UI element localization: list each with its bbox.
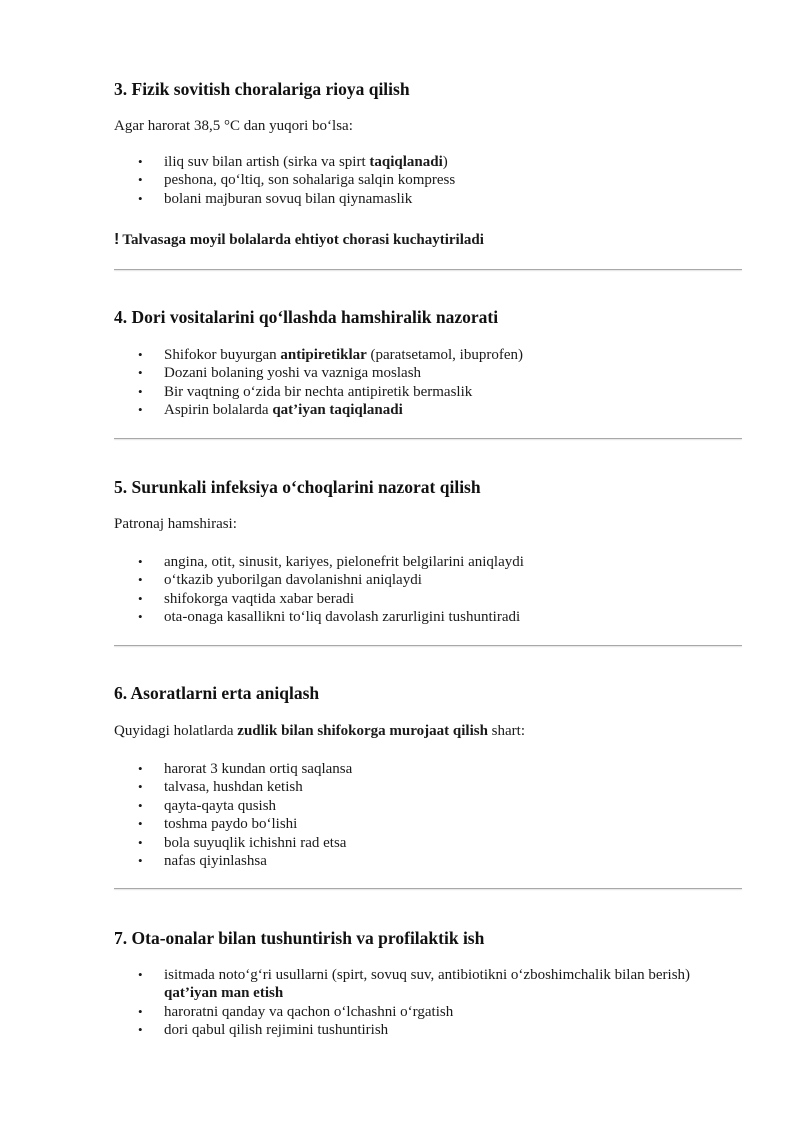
section-3-list xyxy=(114,153,742,208)
list-item xyxy=(114,153,742,171)
bullet-icon: • xyxy=(138,572,143,588)
list-item-text: talvasa, hushdan ketish xyxy=(164,779,303,796)
bullet-icon: • xyxy=(138,190,143,206)
section-divider xyxy=(114,645,742,646)
list-item-text: iliq suv bilan artish (sirka va spirt xyxy=(164,154,370,170)
section-6-intro-text: Quyidagi holatlarda xyxy=(114,723,238,739)
list-item xyxy=(114,1003,742,1021)
section-3-warning-block xyxy=(114,230,742,250)
list-item-text: (paratsetamol, ibuprofen) xyxy=(366,347,523,363)
list-item-text: Aspirin bolalarda xyxy=(164,402,273,419)
bullet-icon: • xyxy=(138,797,143,813)
list-item-emphasis: taqiqlanadi xyxy=(369,154,443,170)
section-3-intro: Agar harorat 38,5 °C dan yuqori bo‘lsa: xyxy=(114,118,353,134)
section-5-intro-block xyxy=(114,515,742,534)
bullet-icon: • xyxy=(138,967,143,982)
bullet-icon: • xyxy=(138,383,143,399)
list-item-text: harorat 3 kundan ortiq saqlansa xyxy=(164,761,353,777)
section-4-heading: 4. Dori vositalarini qo‘llashda hamshiralik nazorati xyxy=(114,307,499,327)
list-item xyxy=(114,171,742,189)
section-7-list xyxy=(114,966,742,1040)
bullet-icon: • xyxy=(138,609,143,625)
section-7-heading: 7. Ota-onalar bilan tushuntirish va profilaktik ish xyxy=(114,928,485,948)
list-item-text: nafas qiyinlashsa xyxy=(164,853,267,870)
section-7 xyxy=(114,927,742,949)
section-4-list-block xyxy=(114,346,742,420)
section-7-list-block xyxy=(114,966,742,1040)
list-item-emphasis: qat’iyan man etish xyxy=(164,985,284,1002)
section-6-intro-block xyxy=(114,722,742,741)
list-item xyxy=(114,553,742,571)
section-4-list xyxy=(114,346,742,420)
list-item-text: bolani majburan sovuq bilan qiynamaslik xyxy=(164,190,413,207)
section-3-heading: 3. Fizik sovitish choralariga rioya qilish xyxy=(114,79,410,99)
section-5 xyxy=(114,476,742,498)
list-item-text: ota-onaga kasallikni to‘liq davolash zarurligini tushuntiradi xyxy=(164,609,521,626)
list-item-text: Bir vaqtning o‘zida bir nechta antipiretik bermaslik xyxy=(164,383,473,400)
list-item-text: peshona, qo‘ltiq, son sohalariga salqin kompress xyxy=(164,172,456,189)
list-item-text: bola suyuqlik ichishni rad etsa xyxy=(164,834,347,851)
section-3-warning-text: Talvasaga moyil bolalarda ehtiyot chorasi kuchaytiriladi xyxy=(122,232,484,248)
list-item-text: o‘tkazib yuborilgan davolanishni aniqlaydi xyxy=(164,572,422,589)
bullet-icon: • xyxy=(138,347,143,362)
list-item-text: toshma paydo bo‘lishi xyxy=(164,816,298,833)
list-item xyxy=(114,346,742,364)
section-6-intro-emphasis: zudlik bilan shifokorga murojaat qilish xyxy=(237,723,488,739)
list-item xyxy=(114,834,742,852)
list-item xyxy=(114,364,742,382)
bullet-icon: • xyxy=(138,1022,143,1038)
list-item-text: Dozani bolaning yoshi va vazniga moslash xyxy=(164,365,422,382)
list-item xyxy=(114,571,742,589)
section-3-warning xyxy=(114,230,742,250)
bullet-icon: • xyxy=(138,402,143,418)
list-item xyxy=(114,815,742,833)
section-3-list-block xyxy=(114,153,742,208)
section-6-list-block xyxy=(114,760,742,870)
list-item-text: dori qabul qilish rejimini tushuntirish xyxy=(164,1022,389,1039)
list-item-text: angina, otit, sinusit, kariyes, pielonefrit belgilarini aniqlaydi xyxy=(164,554,524,570)
list-item xyxy=(114,966,742,1003)
section-6-intro xyxy=(114,722,742,741)
section-5-list xyxy=(114,553,742,627)
list-item-emphasis: qat’iyan taqiqlanadi xyxy=(272,402,403,419)
list-item-emphasis: antipiretiklar xyxy=(280,347,367,363)
section-5-intro: Patronaj hamshirasi: xyxy=(114,516,237,532)
section-3-intro-block xyxy=(114,117,742,136)
bullet-icon: • xyxy=(138,761,143,776)
bullet-icon: • xyxy=(138,779,143,795)
list-item xyxy=(114,778,742,796)
list-item-text: shifokorga vaqtida xabar beradi xyxy=(164,590,355,607)
bullet-icon: • xyxy=(138,1003,143,1019)
section-6-intro-tail: shart: xyxy=(487,723,525,739)
section-4 xyxy=(114,306,742,328)
section-5-list-block xyxy=(114,553,742,627)
list-item xyxy=(114,852,742,870)
bullet-icon: • xyxy=(138,154,143,169)
section-divider xyxy=(114,438,742,439)
section-6 xyxy=(114,682,742,704)
bullet-icon: • xyxy=(138,590,143,606)
section-3 xyxy=(114,78,742,100)
section-divider xyxy=(114,888,742,889)
list-item-text: haroratni qanday va qachon o‘lchashni o‘rgatish xyxy=(164,1003,454,1020)
bullet-icon: • xyxy=(138,554,143,569)
list-item xyxy=(114,190,742,208)
section-6-heading: 6. Asoratlarni erta aniqlash xyxy=(114,683,320,703)
list-item xyxy=(114,1021,742,1039)
bullet-icon: • xyxy=(138,172,143,188)
list-item-text: ) xyxy=(442,154,448,170)
section-6-list xyxy=(114,760,742,870)
list-item xyxy=(114,760,742,778)
bullet-icon: • xyxy=(138,816,143,832)
list-item xyxy=(114,797,742,815)
bullet-icon: • xyxy=(138,365,143,381)
section-divider xyxy=(114,269,742,270)
section-5-heading: 5. Surunkali infeksiya o‘choqlarini nazorat qilish xyxy=(114,477,481,497)
list-item xyxy=(114,383,742,401)
list-item xyxy=(114,590,742,608)
list-item-text: qayta-qayta qusish xyxy=(164,797,277,814)
list-item xyxy=(114,608,742,626)
list-item xyxy=(114,401,742,419)
list-item-text: isitmada noto‘g‘ri usullarni (spirt, sovuq suv, antibiotikni o‘zboshimchalik bilan berish) xyxy=(164,967,691,983)
exclamation-icon: ! xyxy=(114,231,120,248)
list-item-text: Shifokor buyurgan xyxy=(164,347,281,363)
bullet-icon: • xyxy=(138,834,143,850)
bullet-icon: • xyxy=(138,853,143,869)
